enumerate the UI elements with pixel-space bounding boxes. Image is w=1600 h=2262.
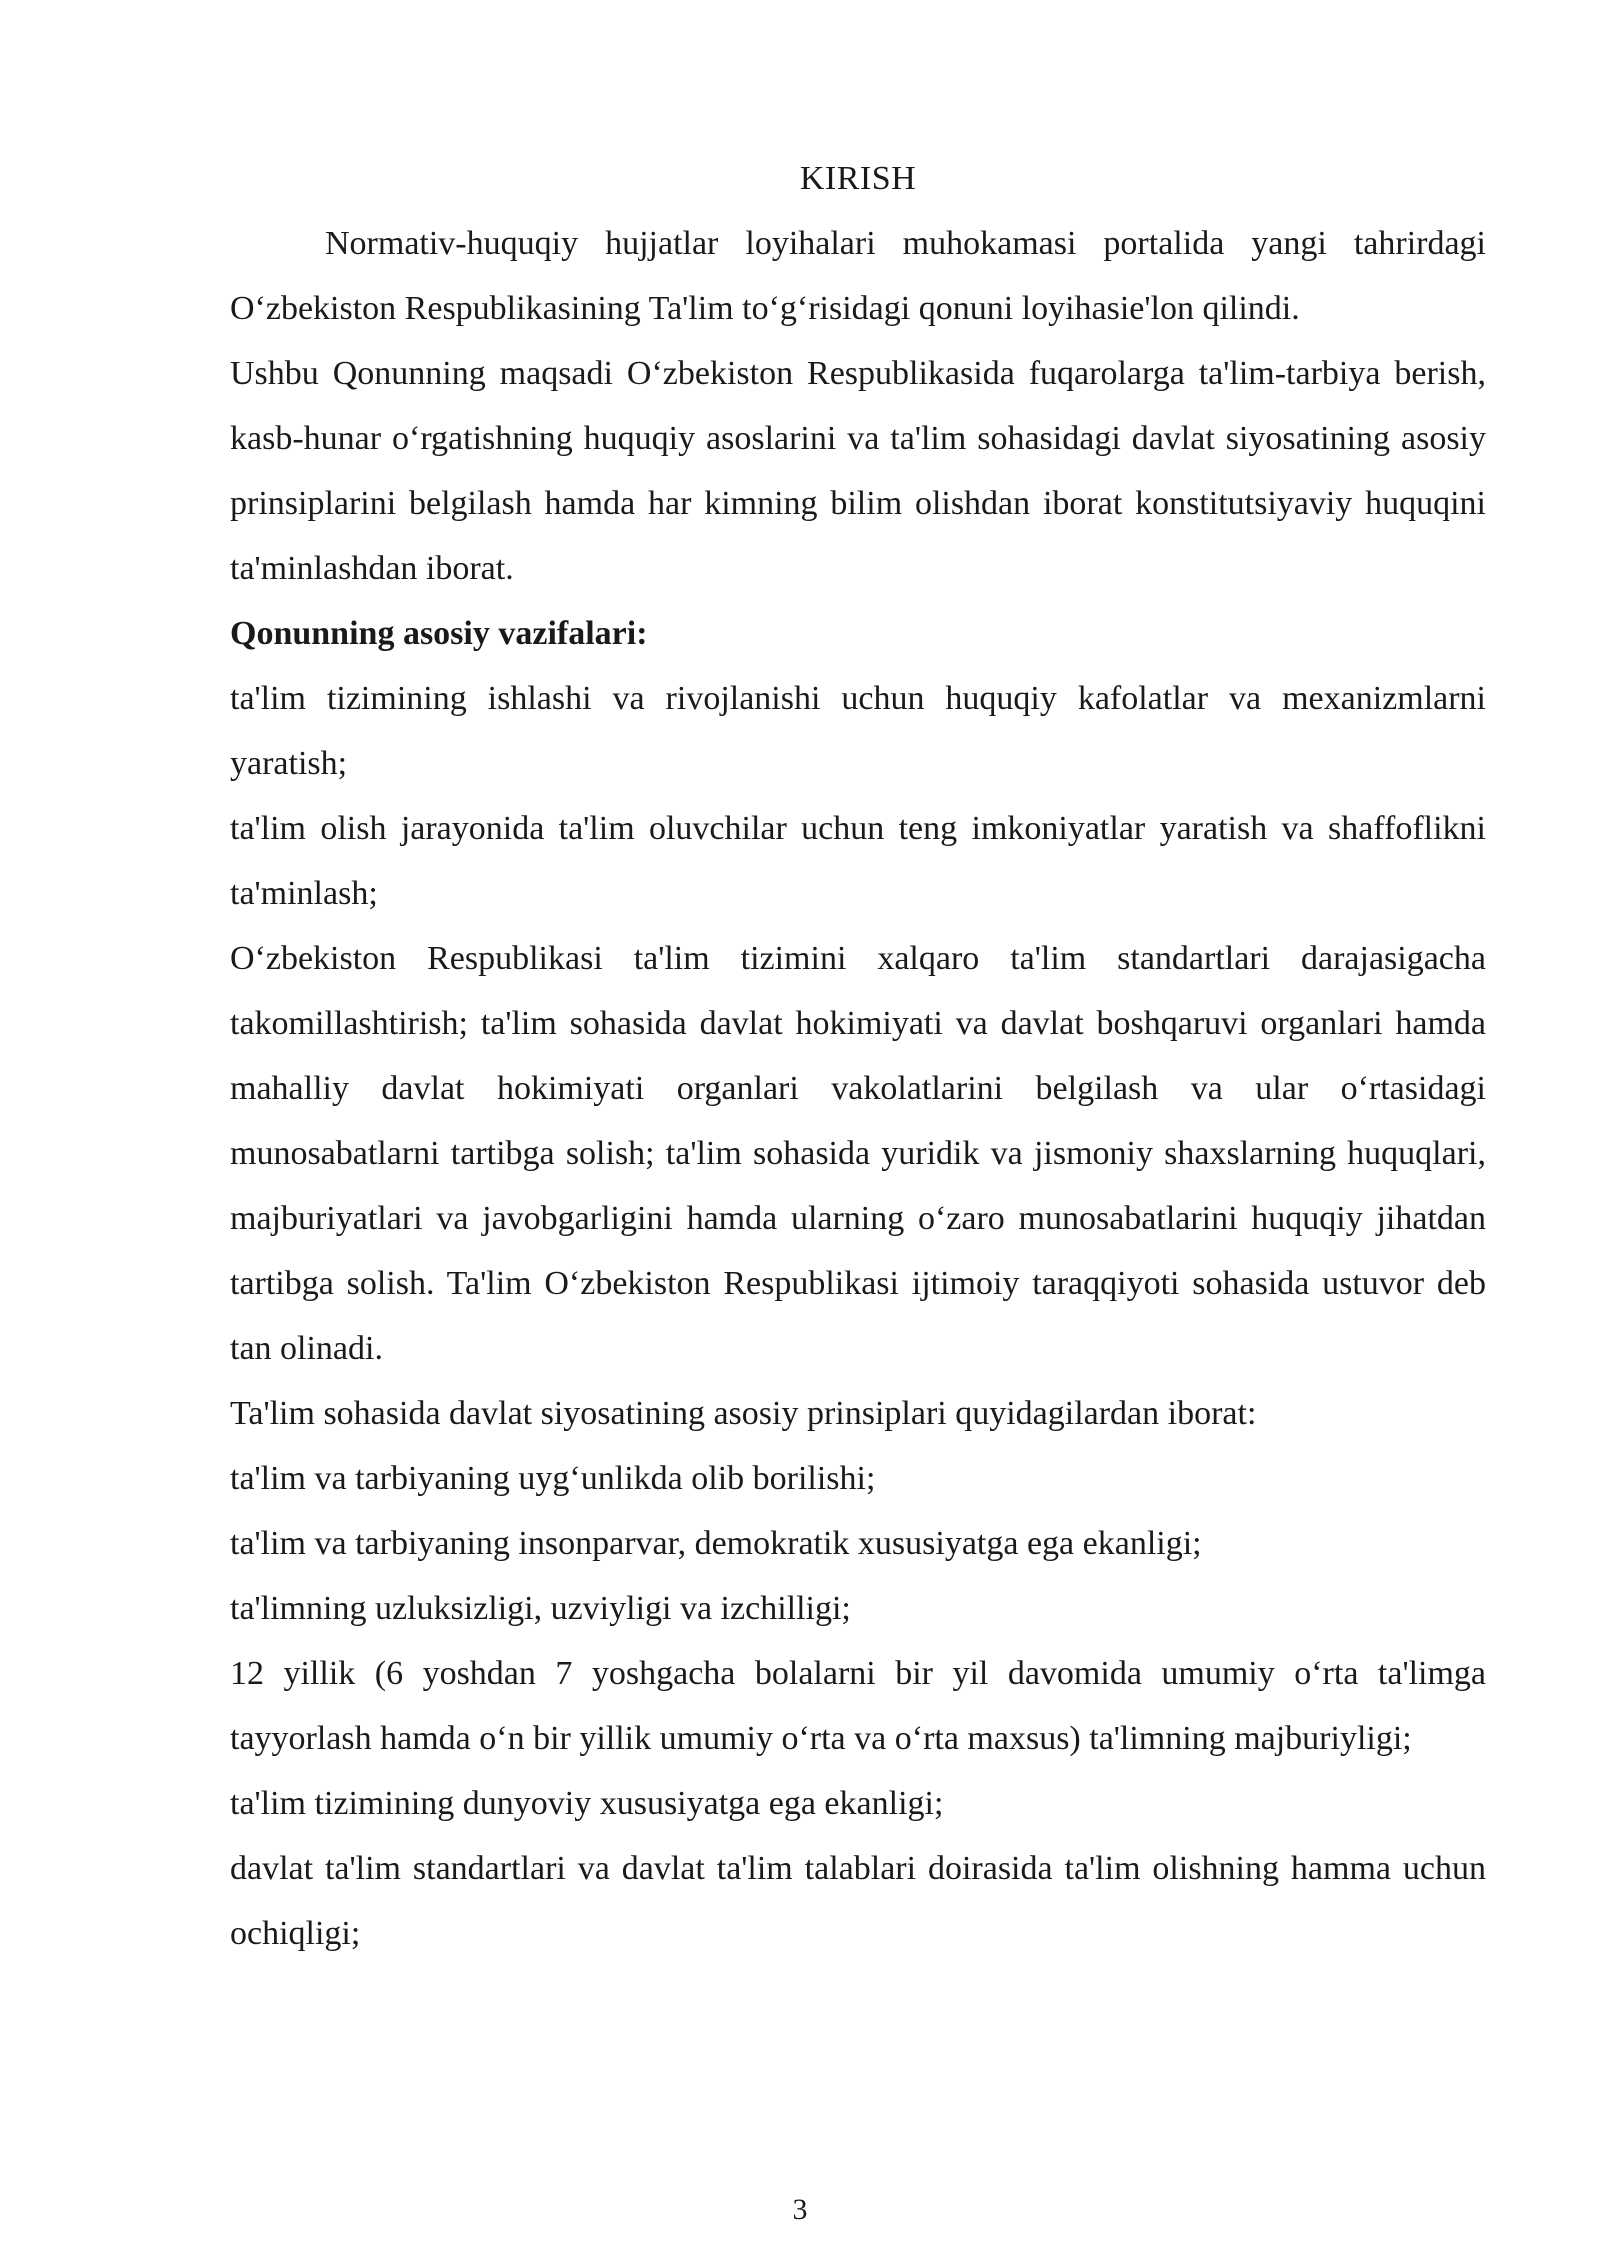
task-item: ta'lim olish jarayonida ta'lim oluvchilar uchun teng imkoniyatlar yaratish va shaffoflikni ta'minlash; [230, 810, 1486, 912]
purpose-paragraph: Ushbu Qonunning maqsadi O‘zbekiston Respublikasida fuqarolarga ta'lim-tarbiya berish, kasb-hunar o‘rgatishning huquqiy asoslarini va ta'lim sohasidagi davlat siyosatining asosiy prinsiplarini belgilash hamda har kimning bilim olishdan iborat konstitutsiyaviy huquqini ta'minlashdan iborat. [230, 355, 1486, 587]
principle-item: ta'lim va tarbiyaning insonparvar, demokratik xususiyatga ega ekanligi; [230, 1525, 1202, 1562]
intro-paragraph: Normativ-huquqiy hujjatlar loyihalari muhokamasi portalida yangi tahrirdagi O‘zbekiston Respublikasining Ta'lim to‘g‘risidagi qonuni loyihasie'lon qilindi. [230, 225, 1486, 327]
task-item: ta'lim tizimining ishlashi va rivojlanishi uchun huquqiy kafolatlar va mexanizmlarni yaratish; [230, 680, 1486, 782]
principle-item: 12 yillik (6 yoshdan 7 yoshgacha bolalarni bir yil davomida umumiy o‘rta ta'limga tayyorlash hamda o‘n bir yillik umumiy o‘rta va o‘rta maxsus) ta'limning majburiyligi; [230, 1655, 1486, 1757]
principle-item: ta'lim tizimining dunyoviy xususiyatga ega ekanligi; [230, 1785, 944, 1822]
principles-intro: Ta'lim sohasida davlat siyosatining asosiy prinsiplari quyidagilardan iborat: [230, 1395, 1257, 1432]
principle-item: ta'limning uzluksizligi, uzviyligi va izchilligi; [230, 1590, 851, 1627]
document-page [230, 146, 1486, 1966]
page-number: 3 [792, 2193, 808, 2226]
document-title: KIRISH [799, 160, 917, 197]
principle-item: ta'lim va tarbiyaning uyg‘unlikda olib borilishi; [230, 1460, 876, 1497]
principle-item: davlat ta'lim standartlari va davlat ta'lim talablari doirasida ta'lim olishning hamma uchun ochiqligi; [230, 1850, 1486, 1952]
tasks-heading: Qonunning asosiy vazifalari: [230, 615, 648, 652]
task-item: O‘zbekiston Respublikasi ta'lim tizimini xalqaro ta'lim standartlari darajasigacha takomillashtirish; ta'lim sohasida davlat hokimiyati va davlat boshqaruvi organlari hamda mahalliy davlat hokimiyati organlari vakolatlarini belgilash va ular o‘rtasidagi munosabatlarni tartibga solish; ta'lim sohasida yuridik va jismoniy shaxslarning huquqlari, majburiyatlari va javobgarligini hamda ularning o‘zaro munosabatlarini huquqiy jihatdan tartibga solish. Ta'lim O‘zbekiston Respublikasi ijtimoiy taraqqiyoti sohasida ustuvor deb tan olinadi. [230, 940, 1486, 1367]
